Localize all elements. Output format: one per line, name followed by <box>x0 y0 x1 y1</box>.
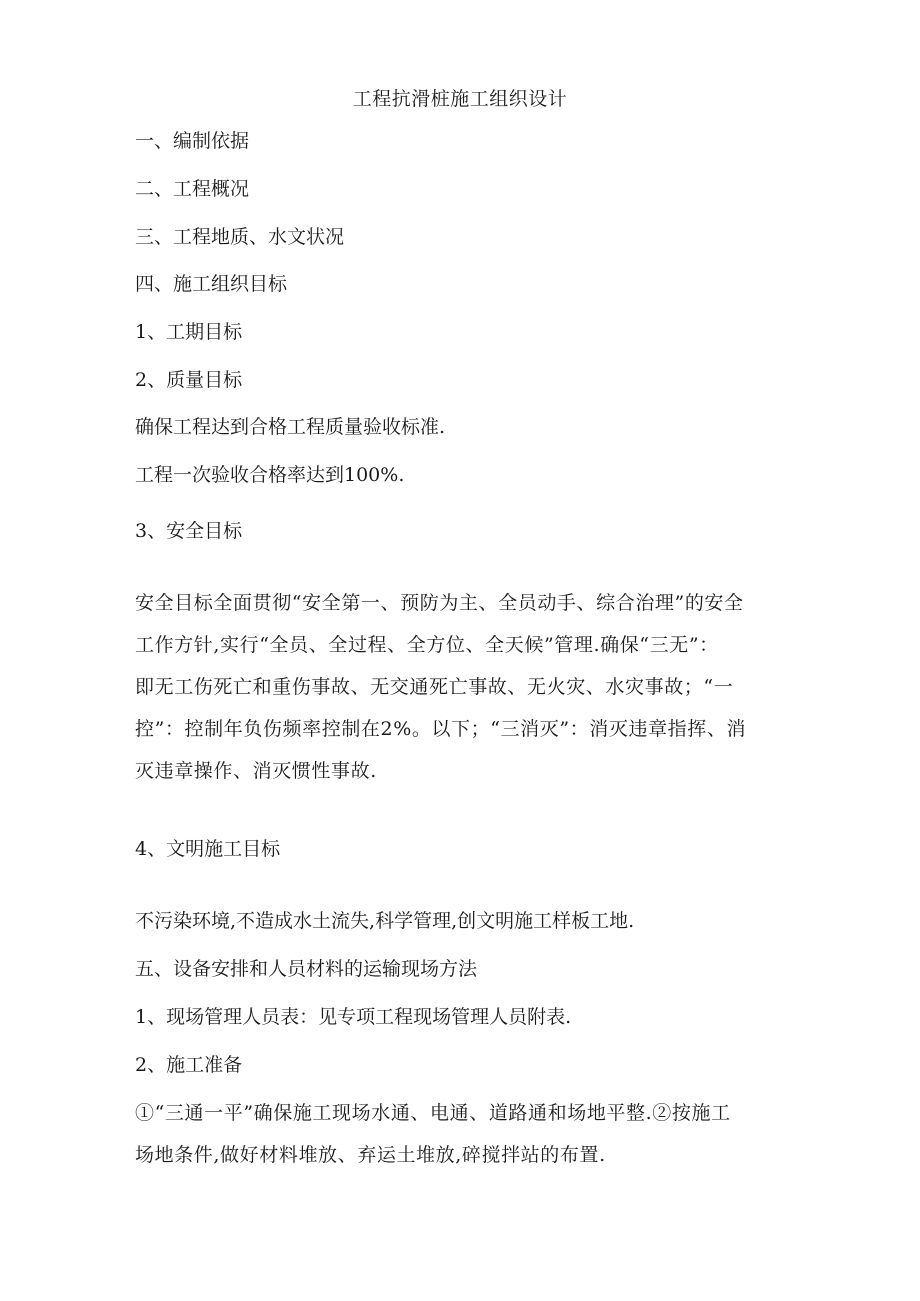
quality-goal-text-1: 确保工程达到合格工程质量验收标准. <box>135 416 446 438</box>
document-title: 工程抗滑桩施工组织设计 <box>352 88 568 110</box>
safety-goal-line: 灭违章操作、消灭惯性事故. <box>135 760 377 782</box>
safety-goal-line: 工作方针,实行“全员、全过程、全方位、全天候”管理.确保“三无”： <box>135 634 719 656</box>
section-heading-objectives: 四、施工组织目标 <box>135 273 288 295</box>
subheading-safety-goal: 3、安全目标 <box>135 520 243 542</box>
preparation-line: ①“三通一平”确保施工现场水通、电通、道路通和场地平整.②按施工 <box>135 1102 731 1124</box>
safety-goal-line: 即无工伤死亡和重伤事故、无交通死亡事故、无火灾、水灾事故；“一 <box>135 676 734 698</box>
preparation-paragraph <box>135 1092 787 1176</box>
quality-goal-text-2: 工程一次验收合格率达到100%. <box>135 464 405 486</box>
subheading-preparation: 2、施工准备 <box>135 1054 243 1076</box>
section-heading-equipment: 五、设备安排和人员材料的运输现场方法 <box>135 958 478 980</box>
subheading-schedule-goal: 1、工期目标 <box>135 321 243 343</box>
safety-goal-line: 控”：控制年负伤频率控制在2%。以下；“三消灭”：消灭违章指挥、消 <box>135 718 747 740</box>
safety-goal-paragraph <box>135 582 787 792</box>
subheading-civilized-construction-goal: 4、文明施工目标 <box>135 838 281 860</box>
section-heading-geology: 三、工程地质、水文状况 <box>135 226 345 248</box>
subheading-quality-goal: 2、质量目标 <box>135 369 243 391</box>
preparation-line: 场地条件,做好材料堆放、弃运土堆放,碎搅拌站的布置. <box>135 1144 606 1166</box>
civilized-construction-text: 不污染环境,不造成水土流失,科学管理,创文明施工样板工地. <box>135 910 635 932</box>
section-heading-basis: 一、编制依据 <box>135 130 250 152</box>
section-heading-overview: 二、工程概况 <box>135 178 250 200</box>
safety-goal-line: 安全目标全面贯彻“安全第一、预防为主、全员动手、综合治理”的安全 <box>135 592 744 614</box>
subheading-site-staff: 1、现场管理人员表：见专项工程现场管理人员附表. <box>135 1006 572 1028</box>
